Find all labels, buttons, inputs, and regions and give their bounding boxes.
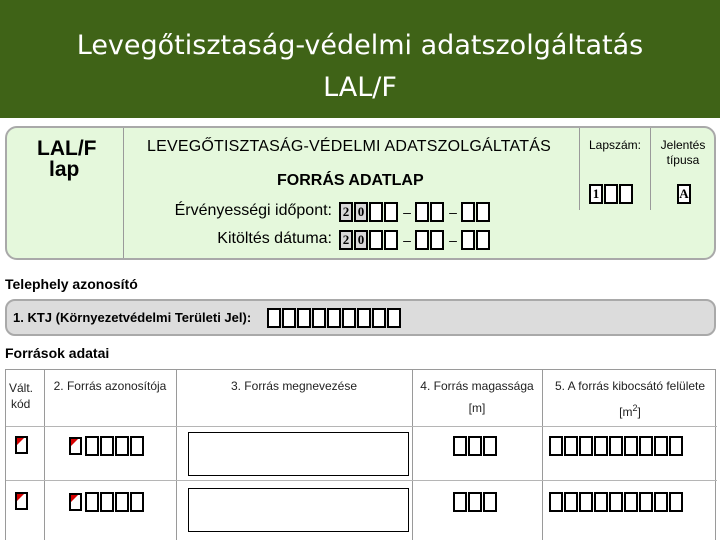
header-divider xyxy=(650,128,651,210)
ktj-digit-box[interactable] xyxy=(342,308,356,328)
table-column-divider xyxy=(44,370,45,540)
emission-surface-box[interactable] xyxy=(579,492,593,512)
ktj-digit-box[interactable] xyxy=(327,308,341,328)
header-divider xyxy=(579,128,580,210)
emission-surface-box[interactable] xyxy=(624,492,638,512)
date-separator: – xyxy=(449,232,457,248)
emission-surface-box[interactable] xyxy=(639,436,653,456)
month-digit-box[interactable] xyxy=(430,202,444,222)
emission-surface-box[interactable] xyxy=(564,492,578,512)
year-digit-box[interactable] xyxy=(369,230,383,250)
col-header-change-code-line2: kód xyxy=(11,397,31,411)
ktj-digit-box[interactable] xyxy=(297,308,311,328)
emission-surface-box[interactable] xyxy=(549,436,563,456)
source-id-field[interactable] xyxy=(69,436,145,456)
source-height-box[interactable] xyxy=(468,436,482,456)
source-id-box[interactable] xyxy=(85,436,99,456)
report-type-label-line2: típusa xyxy=(666,153,700,167)
emission-surface-box[interactable] xyxy=(669,492,683,512)
form-header xyxy=(5,126,716,260)
source-id-field[interactable] xyxy=(69,492,145,512)
col-header-source-height xyxy=(412,378,542,416)
slide-title-line1: Levegőtisztaság-védelmi adatszolgáltatás xyxy=(76,30,644,61)
col-header-emission-surface xyxy=(543,378,717,420)
page-number-box[interactable] xyxy=(604,184,618,204)
page-number-label: Lapszám: xyxy=(588,138,642,152)
year-digit-box[interactable] xyxy=(369,202,383,222)
sources-section-title: Források adatai xyxy=(5,345,110,361)
change-code-box[interactable] xyxy=(15,492,28,510)
col-header-emission-surface-text: 5. A forrás kibocsátó felülete xyxy=(554,379,706,393)
emission-surface-box[interactable] xyxy=(594,492,608,512)
col-header-source-name: 3. Forrás megnevezése xyxy=(230,379,358,393)
form-main-title: LEVEGŐTISZTASÁG-VÉDELMI ADATSZOLGÁLTATÁS xyxy=(147,138,551,155)
report-type-label xyxy=(652,138,714,168)
change-code-field[interactable] xyxy=(15,436,31,454)
emission-surface-box[interactable] xyxy=(669,436,683,456)
day-digit-box[interactable] xyxy=(476,230,490,250)
date-separator: – xyxy=(403,232,411,248)
fill-date-field[interactable] xyxy=(339,230,491,250)
day-digit-box[interactable] xyxy=(461,202,475,222)
source-height-box[interactable] xyxy=(483,492,497,512)
emission-surface-field[interactable] xyxy=(549,492,684,512)
emission-surface-box[interactable] xyxy=(654,492,668,512)
source-id-box[interactable] xyxy=(100,436,114,456)
form-code-line2: lap xyxy=(49,158,80,181)
year-digit-box[interactable] xyxy=(384,230,398,250)
year-digit-box: 0 xyxy=(354,202,368,222)
validity-date-label: Érvényességi időpont: xyxy=(174,202,332,219)
emission-surface-box[interactable] xyxy=(609,436,623,456)
ktj-digit-box[interactable] xyxy=(357,308,371,328)
col-header-emission-surface-unit xyxy=(543,400,717,420)
month-digit-box[interactable] xyxy=(415,230,429,250)
page-number-box[interactable] xyxy=(619,184,633,204)
form-sub-title: FORRÁS ADATLAP xyxy=(277,172,424,189)
col-header-change-code-line1: Vált. xyxy=(9,381,34,395)
report-type-box[interactable]: A xyxy=(677,184,691,204)
validity-date-field[interactable] xyxy=(339,202,491,222)
ktj-digit-box[interactable] xyxy=(372,308,386,328)
form-code xyxy=(37,138,96,180)
ktj-digit-box[interactable] xyxy=(312,308,326,328)
form-code-line1: LAL/F xyxy=(37,137,97,160)
source-height-field[interactable] xyxy=(453,436,498,456)
emission-surface-box[interactable] xyxy=(654,436,668,456)
col-header-source-id: 2. Forrás azonosítója xyxy=(53,379,167,393)
col-header-source-height-text: 4. Forrás magassága xyxy=(420,379,534,393)
date-separator: – xyxy=(403,204,411,220)
date-separator: – xyxy=(449,204,457,220)
page-number-box[interactable]: 1 xyxy=(589,184,603,204)
source-id-box[interactable] xyxy=(115,492,129,512)
sources-table xyxy=(5,369,716,540)
change-code-field[interactable] xyxy=(15,492,31,510)
source-height-field[interactable] xyxy=(453,492,498,512)
ktj-row xyxy=(5,299,716,336)
source-height-box[interactable] xyxy=(453,492,467,512)
month-digit-box[interactable] xyxy=(415,202,429,222)
slide-title-line2: LAL/F xyxy=(323,72,397,103)
year-digit-box: 2 xyxy=(339,202,353,222)
source-id-box[interactable] xyxy=(115,436,129,456)
report-type-field[interactable] xyxy=(677,184,692,204)
source-id-box[interactable] xyxy=(85,492,99,512)
source-height-box[interactable] xyxy=(468,492,482,512)
table-column-divider xyxy=(176,370,177,540)
page-number-field[interactable] xyxy=(589,184,634,204)
year-digit-box[interactable] xyxy=(384,202,398,222)
source-height-box[interactable] xyxy=(483,436,497,456)
emission-surface-box[interactable] xyxy=(549,492,563,512)
col-header-change-code xyxy=(6,380,44,412)
ktj-label: 1. KTJ (Környezetvédelmi Területi Jel): xyxy=(13,310,252,325)
emission-surface-box[interactable] xyxy=(639,492,653,512)
col-header-source-height-unit: [m] xyxy=(468,401,486,415)
ktj-digit-box[interactable] xyxy=(387,308,401,328)
year-digit-box: 0 xyxy=(354,230,368,250)
report-type-label-line1: Jelentés xyxy=(660,138,706,152)
source-name-input[interactable] xyxy=(188,488,409,532)
unit-exponent: 2 xyxy=(632,403,638,413)
site-section-title: Telephely azonosító xyxy=(5,276,138,292)
table-row-divider xyxy=(6,426,717,427)
source-id-box[interactable] xyxy=(130,492,144,512)
source-id-box[interactable] xyxy=(130,436,144,456)
ktj-digit-box[interactable] xyxy=(267,308,281,328)
month-digit-box[interactable] xyxy=(430,230,444,250)
table-row-divider xyxy=(6,480,717,481)
day-digit-box[interactable] xyxy=(461,230,475,250)
ktj-digit-box[interactable] xyxy=(282,308,296,328)
ktj-field[interactable] xyxy=(267,308,402,328)
header-divider xyxy=(123,128,124,258)
emission-surface-box[interactable] xyxy=(594,436,608,456)
source-id-box[interactable] xyxy=(69,493,82,511)
emission-surface-field[interactable] xyxy=(549,436,684,456)
source-id-box[interactable] xyxy=(100,492,114,512)
emission-surface-box[interactable] xyxy=(624,436,638,456)
unit-text: [m xyxy=(619,405,633,419)
day-digit-box[interactable] xyxy=(476,202,490,222)
emission-surface-box[interactable] xyxy=(564,436,578,456)
year-digit-box: 2 xyxy=(339,230,353,250)
emission-surface-box[interactable] xyxy=(609,492,623,512)
emission-surface-box[interactable] xyxy=(579,436,593,456)
source-id-box[interactable] xyxy=(69,437,82,455)
change-code-box[interactable] xyxy=(15,436,28,454)
fill-date-label: Kitöltés dátuma: xyxy=(217,230,332,247)
unit-text-close: ] xyxy=(637,405,641,419)
slide-title-banner xyxy=(0,0,720,118)
source-height-box[interactable] xyxy=(453,436,467,456)
source-name-input[interactable] xyxy=(188,432,409,476)
